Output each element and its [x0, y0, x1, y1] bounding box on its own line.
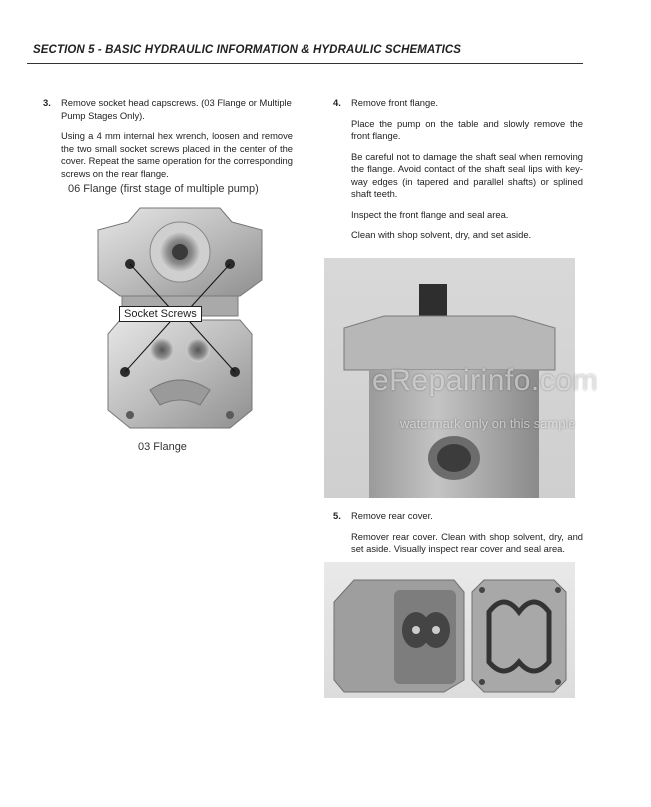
- step-3-detail: Using a 4 mm internal hex wrench, loosen and remove the two small socket screws placed in the center of the cover. Repeat the same operation for the corresponding screws on the rear flange.: [61, 130, 293, 179]
- flange-06-image: [98, 208, 262, 316]
- step-5-title: Remove rear cover.: [351, 510, 433, 521]
- step-number: 5.: [333, 510, 341, 521]
- figure-caption-bottom: 03 Flange: [138, 441, 187, 453]
- step-5-p2: Remover rear cover. Clean with shop solvent, dry, and set aside. Visually inspect rear cover and seal area.: [351, 530, 583, 554]
- watermark-title: eRepairinfo.com: [372, 364, 598, 397]
- header-rule: [27, 63, 583, 64]
- section-header: SECTION 5 - BASIC HYDRAULIC INFORMATION & HYDRAULIC SCHEMATICS: [33, 44, 462, 56]
- step-4-p4: Inspect the front flange and seal area.: [351, 208, 509, 220]
- step-4-p3: Be careful not to damage the shaft seal when removing the flange. Avoid contact of the shaft seal lips with key-way edges (in tapered and parallel shafts) or splined shaft teeth.: [351, 150, 583, 199]
- flange-03-image: [108, 320, 252, 428]
- socket-screws-callout: Socket Screws: [119, 306, 202, 322]
- step-number: 4.: [333, 97, 341, 108]
- step-number: 3.: [43, 97, 51, 108]
- step-3-intro: Remove socket head capscrews. (03 Flange or Multiple Pump Stages Only).: [61, 97, 292, 121]
- step-3: [43, 97, 293, 188]
- step-4-p5: Clean with shop solvent, dry, and set aside.: [351, 229, 532, 240]
- step-5: [333, 510, 583, 564]
- step-4-title: Remove front flange.: [351, 97, 439, 108]
- rear-cover-photo: [324, 562, 575, 698]
- step-4: [333, 97, 583, 250]
- watermark-subtitle: watermark only on this sample: [400, 416, 576, 431]
- figure-caption-top: 06 Flange (first stage of multiple pump): [68, 183, 259, 195]
- step-4-p2: Place the pump on the table and slowly remove the front flange.: [351, 117, 583, 141]
